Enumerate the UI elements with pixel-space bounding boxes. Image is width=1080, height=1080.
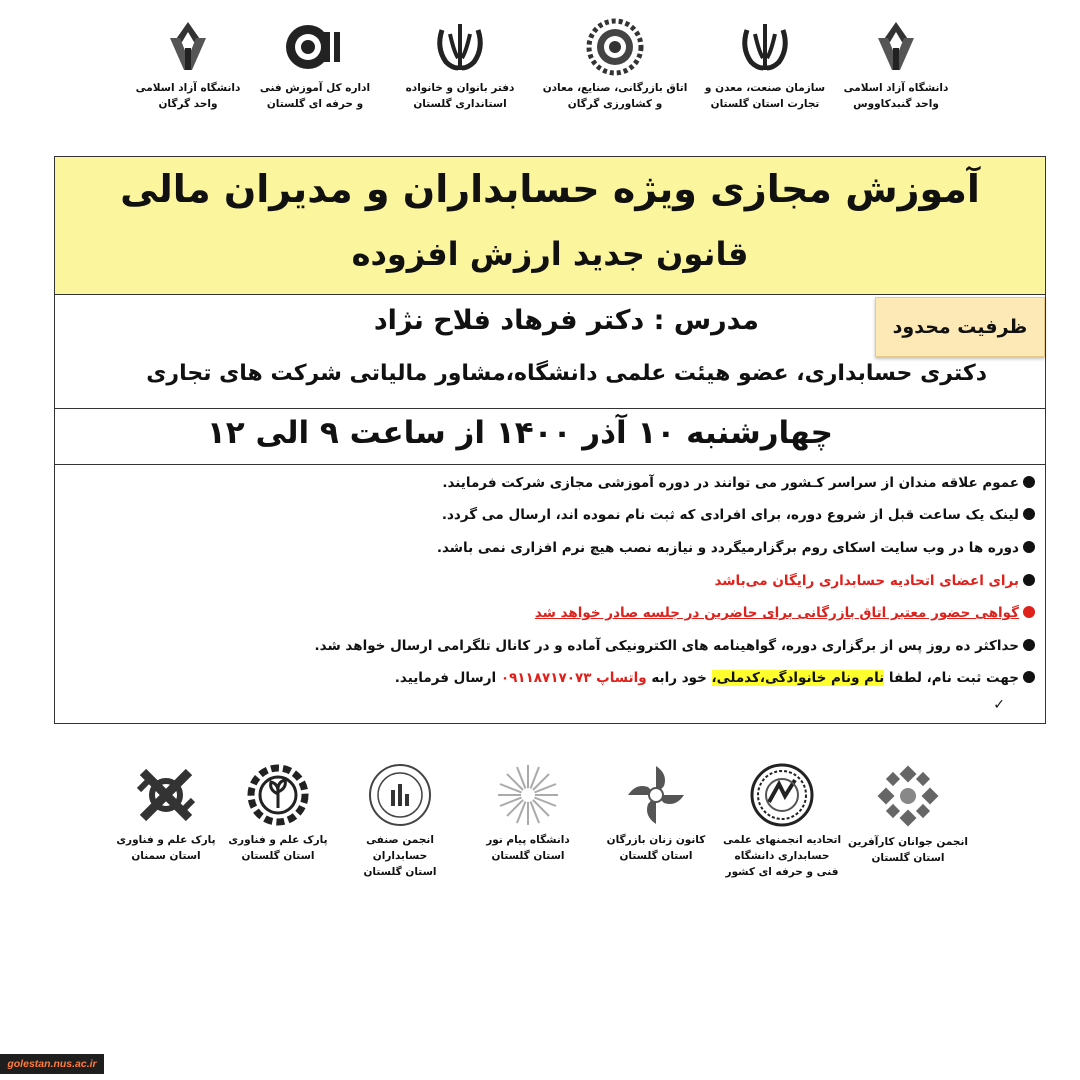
- list-item: [437, 536, 1035, 560]
- emblem-icon: [737, 18, 793, 76]
- logo-caption: سازمان صنعت، معدن و تجارت استان گلستان: [704, 82, 826, 110]
- azad-university-icon: [874, 18, 918, 76]
- gear-globe-icon: [586, 18, 644, 76]
- list-item: [535, 601, 1035, 625]
- logo-caption: اتاق بازرگانی، صنایع، معادن و کشاورزی گرگان: [542, 82, 688, 110]
- logo-caption: دانشگاه آزاد اسلامی واحد گنبدکاووس: [843, 82, 949, 110]
- logo-chamber-commerce: [540, 18, 690, 112]
- bullet-icon: [1023, 606, 1035, 618]
- logo-payame-noor: [468, 762, 588, 864]
- logo-caption: کانون زنان بازرگان استان گلستان: [606, 834, 706, 862]
- logo-caption: اتحادیه انجمنهای علمی حسابداری دانشگاه فنی و حرفه ای کشور: [722, 834, 842, 878]
- logo-park-golestan: [218, 762, 338, 864]
- logo-park-semnan: [116, 762, 216, 864]
- teacher-name: مدرس : دکتر فرهاد فلاح نژاد: [373, 305, 759, 336]
- registration-text: خود رابه: [651, 670, 707, 686]
- logo-industry-org: [700, 18, 830, 112]
- logo-caption: پارک علم و فناوری استان سمنان: [116, 834, 216, 862]
- logo-young-entrepreneurs: [848, 762, 968, 866]
- list-item-text: دوره ها در وب سایت اسکای روم برگزارمیگردد و نیازبه نصب هیچ نرم افزاری نمی باشد.: [436, 540, 1019, 556]
- whatsapp-number: واتساپ ۰۹۱۱۸۷۱۷۰۷۳: [500, 670, 647, 686]
- logo-caption: دانشگاه آزاد اسلامی واحد گرگان: [135, 82, 241, 110]
- registration-text: جهت ثبت نام، لطفا: [888, 670, 1019, 686]
- main-title: آموزش مجازی ویژه حسابداران و مدیران مالی: [120, 167, 980, 211]
- list-item-text: عموم علاقه مندان از سراسر کـشور می توانند در دوره آموزشی مجازی شرکت فرمایند.: [442, 475, 1019, 491]
- bullet-icon: [1023, 639, 1035, 651]
- logo-businesswomen: [596, 762, 716, 864]
- bullet-icon: [1023, 476, 1035, 488]
- logo-azad-gonbad: [836, 18, 956, 112]
- list-item-text: برای اعضای اتحادیه حسابداری رایگان می‌باشد: [714, 573, 1019, 589]
- teacher-section: [55, 295, 1045, 409]
- logo-caption: انجمن جوانان کارآفرین استان گلستان: [848, 836, 968, 864]
- subtitle: قانون جدید ارزش افزوده: [351, 235, 749, 273]
- list-item: [714, 569, 1035, 593]
- logo-accounting-union: [722, 762, 842, 880]
- logo-women-family: [400, 18, 520, 112]
- title-banner: [55, 157, 1045, 295]
- emblem-icon: [432, 18, 488, 76]
- pinwheel-icon: [624, 762, 688, 828]
- bullet-icon: [1023, 541, 1035, 553]
- bullet-icon: [1023, 671, 1035, 683]
- round-seal-icon: [367, 762, 433, 828]
- azad-university-icon: [166, 18, 210, 76]
- date-section: [55, 409, 1045, 465]
- knot-icon: [133, 762, 199, 828]
- flower-pattern-icon: [876, 762, 940, 830]
- check-icon: ✓: [993, 697, 1005, 713]
- list-item-text: گواهی حضور معتبر اتاق بازرگانی برای حاضرین در جلسه صادر خواهد شد: [534, 605, 1019, 621]
- logo-caption: انجمن صنفی حسابداران استان گلستان: [363, 834, 437, 878]
- bullet-icon: [1023, 508, 1035, 520]
- logo-caption: اداره کل آموزش فنی و حرفه ای گلستان: [259, 82, 371, 110]
- registration-text: ارسال فرمایید.: [394, 670, 497, 686]
- date-time: چهارشنبه ۱۰ آذر ۱۴۰۰ از ساعت ۹ الی ۱۲: [206, 415, 833, 451]
- list-item: [315, 634, 1035, 658]
- teacher-credentials: دکتری حسابداری، عضو هیئت علمی دانشگاه،مشاور مالیاتی شرکت های تجاری: [146, 361, 987, 386]
- list-item-text: حداکثر ده روز پس از برگزاری دوره، گواهینامه های الکترونیکی آماده و در کانال تلگرامی ارسال خواهد شد.: [314, 638, 1019, 654]
- list-item-registration: [395, 666, 1035, 690]
- list-item-text: لینک یک ساعت قبل از شروع دوره، برای افرادی که ثبت نام نموده اند، ارسال می گردد.: [441, 507, 1019, 523]
- website-tag: golestan.nus.ac.ir: [0, 1054, 104, 1074]
- announcement-frame: [54, 156, 1046, 724]
- highlighted-requirements: نام ونام خانوادگی،کدملی،: [711, 670, 885, 686]
- gear-leaf-icon: [245, 762, 311, 828]
- gear-icon: [284, 18, 346, 76]
- list-item: [442, 471, 1035, 495]
- round-seal-icon: [749, 762, 815, 828]
- list-item: [442, 503, 1035, 527]
- logo-caption: پارک علم و فناوری استان گلستان: [228, 834, 328, 862]
- bullet-icon: [1023, 574, 1035, 586]
- capacity-badge: ظرفیت محدود: [875, 297, 1045, 357]
- logo-caption: دفتر بانوان و خانواده استانداری گلستان: [405, 82, 515, 110]
- logo-technical-training: [250, 18, 380, 112]
- logo-accountants-guild: [340, 762, 460, 880]
- sunburst-icon: [495, 762, 561, 828]
- logo-azad-gorgan: [128, 18, 248, 112]
- logo-caption: دانشگاه پیام نور استان گلستان: [486, 834, 570, 862]
